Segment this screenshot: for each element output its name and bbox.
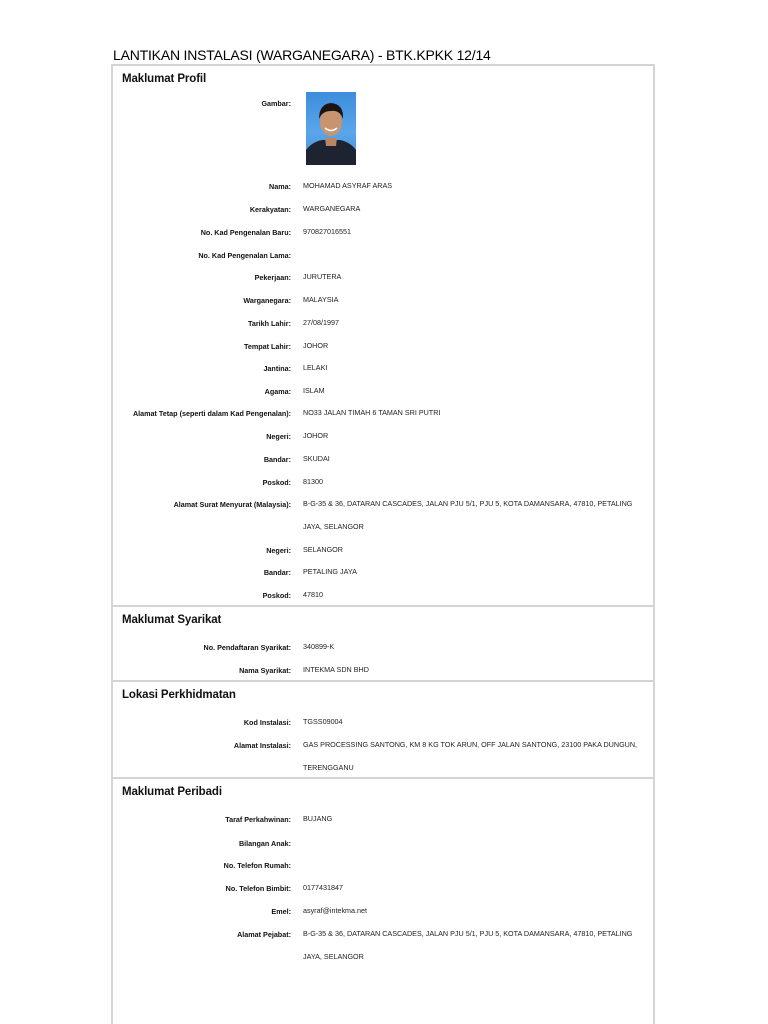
- field-value: 81300: [303, 477, 323, 486]
- field-value: B-G-35 & 36, DATARAN CASCADES, JALAN PJU 5/1, PJU 5, KOTA DAMANSARA, 47810, PETALING JAYA, SELANGOR: [303, 929, 633, 961]
- field-label: Negeri:: [266, 546, 291, 555]
- field-row: [111, 666, 655, 680]
- field-row: [111, 205, 655, 219]
- field-row: [111, 364, 655, 378]
- field-label: Warganegara:: [243, 296, 291, 305]
- field-row: [111, 409, 655, 423]
- field-label: Nama Syarikat:: [239, 666, 291, 675]
- field-label: Alamat Surat Menyurat (Malaysia):: [173, 500, 291, 509]
- field-label: Kod Instalasi:: [243, 718, 291, 727]
- field-label: Jantina:: [263, 364, 291, 373]
- field-label: Agama:: [264, 387, 291, 396]
- field-row: [111, 815, 655, 829]
- field-value: SKUDAI: [303, 454, 330, 463]
- field-row: [111, 228, 655, 242]
- field-label: Alamat Pejabat:: [237, 930, 291, 939]
- field-label: No. Telefon Rumah:: [223, 861, 291, 870]
- field-value: MOHAMAD ASYRAF ARAS: [303, 181, 393, 190]
- field-value: 0177431847: [303, 883, 343, 892]
- field-row: [111, 718, 655, 732]
- field-label: Gambar:: [261, 99, 291, 108]
- field-row: [111, 182, 655, 196]
- field-row-gambar: [111, 99, 655, 113]
- field-value: JURUTERA: [303, 272, 342, 281]
- field-value: ISLAM: [303, 386, 325, 395]
- field-row: [111, 387, 655, 401]
- field-row: [111, 861, 655, 875]
- field-label: No. Telefon Bimbit:: [225, 884, 291, 893]
- field-row: [111, 455, 655, 469]
- field-row: [111, 319, 655, 333]
- field-row: [111, 591, 655, 605]
- field-value: LELAKI: [303, 363, 328, 372]
- field-label: Negeri:: [266, 432, 291, 441]
- field-label: Pekerjaan:: [254, 273, 291, 282]
- field-label: Alamat Instalasi:: [233, 741, 291, 750]
- field-row: [111, 478, 655, 492]
- field-value: 340899-K: [303, 642, 335, 651]
- field-value: 47810: [303, 590, 323, 599]
- field-value: MALAYSIA: [303, 295, 339, 304]
- field-value: B-G-35 & 36, DATARAN CASCADES, JALAN PJU 5/1, PJU 5, KOTA DAMANSARA, 47810, PETALING JAYA, SELANGOR: [303, 499, 633, 531]
- field-row: [111, 251, 655, 265]
- field-label: Emel:: [271, 907, 291, 916]
- field-value: WARGANEGARA: [303, 204, 361, 213]
- field-label: Poskod:: [262, 591, 291, 600]
- field-value: 27/08/1997: [303, 318, 339, 327]
- section-title-profil: Maklumat Profil: [122, 73, 207, 85]
- field-label: Bandar:: [263, 568, 291, 577]
- page-title: LANTIKAN INSTALASI (WARGANEGARA) - BTK.KPKK 12/14: [113, 47, 491, 63]
- field-value: 970827016551: [303, 227, 351, 236]
- field-row: [111, 643, 655, 657]
- field-value: asyraf@intekma.net: [303, 906, 368, 915]
- field-row: [111, 907, 655, 921]
- field-label: Tarikh Lahir:: [248, 319, 291, 328]
- section-title-peribadi: Maklumat Peribadi: [122, 786, 222, 798]
- field-row: [111, 296, 655, 310]
- section-title-syarikat: Maklumat Syarikat: [122, 614, 222, 626]
- field-label: Bilangan Anak:: [238, 839, 291, 848]
- field-row: [111, 499, 655, 531]
- field-value: JOHOR: [303, 341, 329, 350]
- field-row: [111, 273, 655, 287]
- field-value: BUJANG: [303, 814, 333, 823]
- field-row: [111, 546, 655, 560]
- field-value: INTEKMA SDN BHD: [303, 665, 369, 674]
- field-label: Tempat Lahir:: [244, 342, 291, 351]
- section-title-lokasi: Lokasi Perkhidmatan: [122, 689, 236, 701]
- field-row: [111, 740, 655, 772]
- field-label: Poskod:: [262, 478, 291, 487]
- field-label: Alamat Tetap (seperti dalam Kad Pengenalan):: [132, 409, 291, 418]
- field-label: No. Kad Pengenalan Lama:: [198, 251, 291, 260]
- profile-photo: [306, 92, 356, 165]
- field-row: [111, 432, 655, 446]
- field-value: NO33 JALAN TIMAH 6 TAMAN SRI PUTRI: [303, 408, 441, 417]
- field-row: [111, 929, 655, 961]
- section-divider: [111, 64, 655, 66]
- field-row: [111, 342, 655, 356]
- field-value: PETALING JAYA: [303, 567, 357, 576]
- field-label: Kerakyatan:: [249, 205, 291, 214]
- field-label: No. Kad Pengenalan Baru:: [200, 228, 291, 237]
- field-value: GAS PROCESSING SANTONG, KM 8 KG TOK ARUN, OFF JALAN SANTONG, 23100 PAKA DUNGUN, TERENGGANU: [303, 740, 638, 772]
- field-label: Taraf Perkahwinan:: [225, 815, 291, 824]
- field-row: [111, 884, 655, 898]
- field-value: TGSS09004: [303, 717, 343, 726]
- field-label: Bandar:: [263, 455, 291, 464]
- field-row: [111, 839, 655, 853]
- field-row: [111, 568, 655, 582]
- field-label: Nama:: [269, 182, 291, 191]
- field-value: SELANGOR: [303, 545, 343, 554]
- person-portrait-icon: [306, 92, 356, 165]
- field-label: No. Pendaftaran Syarikat:: [203, 643, 291, 652]
- field-value: JOHOR: [303, 431, 329, 440]
